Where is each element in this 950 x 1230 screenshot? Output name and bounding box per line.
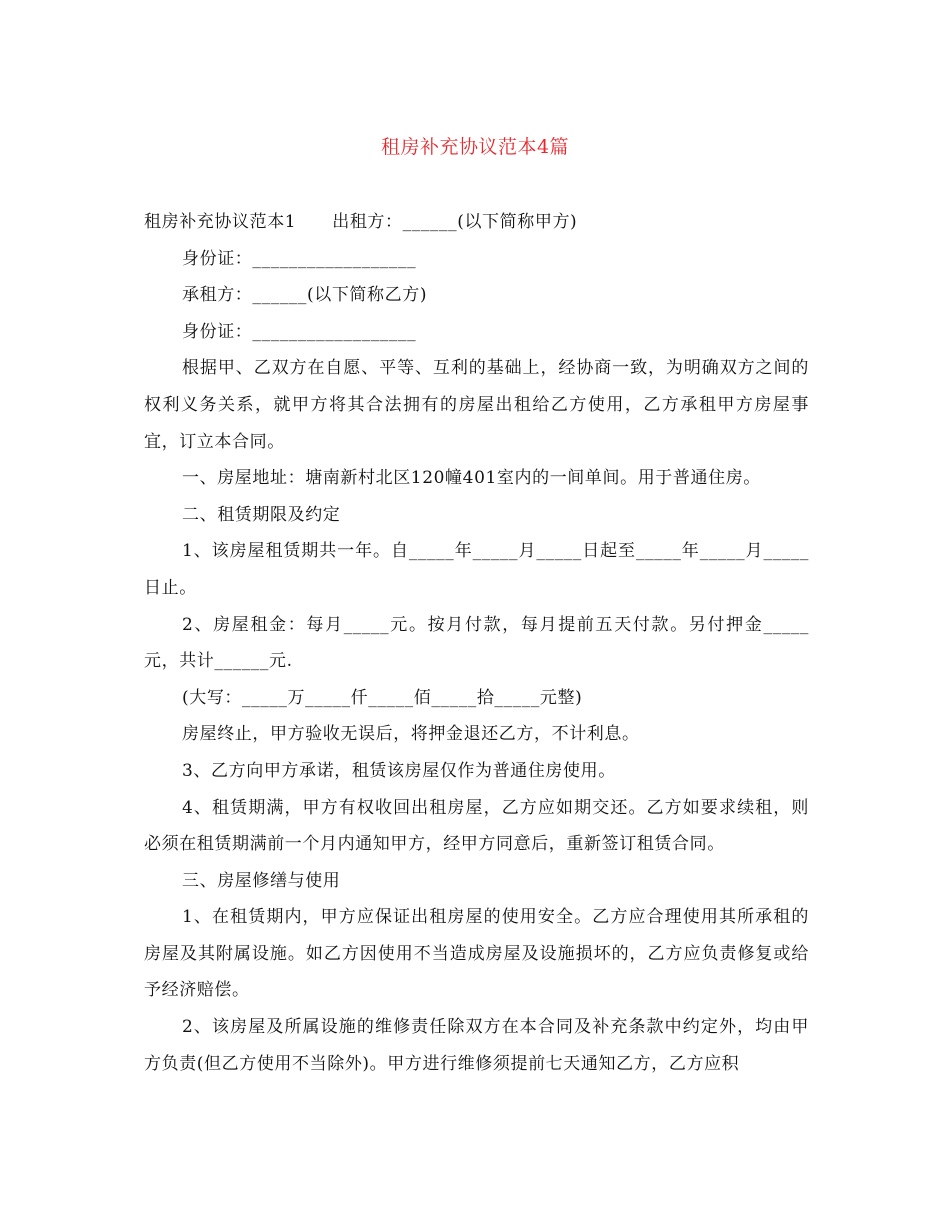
paragraph-house-address: 一、房屋地址：塘南新村北区120幢401室内的一间单间。用于普通住房。 — [182, 468, 761, 489]
document-body — [144, 204, 809, 1082]
section-heading-lease-term: 二、租赁期限及约定 — [182, 504, 341, 525]
agreement-heading-label: 租房补充协议范本1 — [144, 212, 297, 232]
lessee-line: 承租方：______(以下简称乙方) — [182, 285, 428, 306]
paragraph-heading-line — [144, 204, 809, 241]
paragraph-lease-expiry: 4、租赁期满，甲方有权收回出租房屋，乙方应如期交还。乙方如要求续租，则必须在租赁期满前一个月内通知甲方，经甲方同意后，重新签订租赁合同。 — [144, 797, 809, 855]
paragraph-lease-period: 1、该房屋租赁期共一年。自_____年_____月_____日起至_____年_____月_____日止。 — [144, 541, 809, 598]
paragraph-deposit-return: 房屋终止，甲方验收无误后，将押金退还乙方，不计利息。 — [182, 724, 640, 745]
lessor-line: 出租方：______(以下简称甲方) — [332, 212, 578, 232]
paragraph-usage-promise: 3、乙方向甲方承诺，租赁该房屋仅作为普通住房使用。 — [182, 760, 616, 781]
paragraph-preamble: 根据甲、乙双方在自愿、平等、互利的基础上，经协商一致，为明确双方之间的权利义务关系，就甲方将其合法拥有的房屋出租给乙方使用，乙方承租甲方房屋事宜，订立本合同。 — [144, 358, 809, 452]
paragraph-safety: 1、在租赁期内，甲方应保证出租房屋的使用安全。乙方应合理使用其所承租的房屋及其附属设施。如乙方因使用不当造成房屋及设施损坏的，乙方应负责修复或给予经济赔偿。 — [144, 907, 809, 1001]
document-title: 租房补充协议范本4篇 — [380, 136, 570, 158]
lessor-id-line: 身份证：__________________ — [182, 248, 417, 269]
section-heading-repair-use: 三、房屋修缮与使用 — [182, 870, 341, 891]
paragraph-rent: 2、房屋租金：每月_____元。按月付款，每月提前五天付款。另付押金_____元，共计______元. — [144, 614, 809, 672]
paragraph-amount-in-words: (大写：_____万_____仟_____佰_____拾_____元整) — [182, 687, 583, 708]
lessee-id-line: 身份证：__________________ — [182, 321, 417, 342]
paragraph-maintenance: 2、该房屋及所属设施的维修责任除双方在本合同及补充条款中约定外，均由甲方负责(但乙方使用不当除外)。甲方进行维修须提前七天通知乙方，乙方应积 — [144, 1017, 809, 1074]
